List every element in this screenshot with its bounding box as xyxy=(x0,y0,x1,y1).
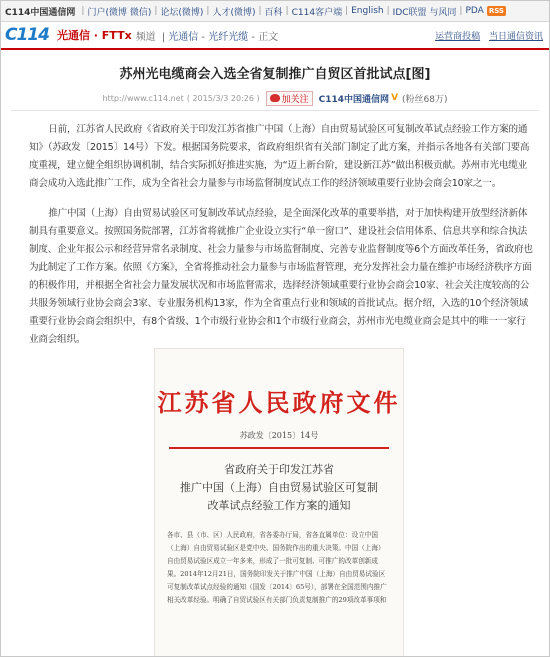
article-meta xyxy=(1,90,549,106)
site-brand-link[interactable]: C114中国通信网 xyxy=(5,7,76,18)
weibo-icon xyxy=(270,94,280,102)
channel-subtitle: 频道 xyxy=(135,31,156,43)
article-date: ( 2015/3/3 20:26 ) xyxy=(186,93,260,103)
document-image xyxy=(154,348,404,657)
document-header: 江苏省人民政府文件 xyxy=(157,388,401,417)
nav-link-english[interactable]: English xyxy=(351,6,384,16)
submit-article-link[interactable]: 运营商投稿 xyxy=(435,32,481,42)
article-paragraph-2: 推广中国（上海）自由贸易试验区可复制改革试点经验，是全面深化改革的重要举措，对于加快构建开放型经济新体制具有重要意义。按照国务院部署，江苏省将就推广企业设立实行“单一窗口”、建设社会信用体系、信息共享和综合执法制度、企业年报公示和经营异常名录制度、社会力量参与市场监督制度、完善专业监督制度等6个方面改革任务，省政府也为此制定了工作方案。依照《方案》，全省将推动社会力量参与市场监督管理，充分发挥社会力量在维护市场经济秩序方面的积极作用，并根据全省社会力量发展状况和市场监督需求，选择经济领域重要行业协会商会10家、社会关注度较高的公共服务领域行业协会商会3家、专业服务机构13家，作为全省重点行业和领域的首批试点。据介绍，入选的10个经济领域重要行业协会商会组织中，有8个省级、1个市级行业协会和1个市级行业商会，苏州市光电缆业商会是其中的唯一一家行业商会组织。 xyxy=(29,208,533,345)
article-url: http://www.c114.net xyxy=(102,93,184,103)
breadcrumb-fiber-cable[interactable]: 光纤光缆 xyxy=(208,31,249,43)
channel-header xyxy=(1,22,549,50)
breadcrumb: | 光通信 - 光纤光缆 - 正文 xyxy=(161,31,279,43)
article-paragraph-1: 日前，江苏省人民政府《省政府关于印发江苏省推广中国（上海）自由贸易试验区可复制改革试点经验工作方案的通知》（苏政发〔2015〕14号）下发。根据国务院要求，省政府组织省有关部门制定了此方案，并指示各地各有关部门要高度重视，建立健全组织协调机制，结合实际抓好推进实施，为“迈上新台阶，建设新江苏”做出积极贡献。苏州市光电缆业商会成功入选此推广工作，成为全省社会力量参与市场监督制度试点工作的经济领域重要行业协会商会10家之一。 xyxy=(29,124,530,189)
nav-link-pda[interactable]: PDA xyxy=(465,6,484,16)
document-title: 省政府关于印发江苏省 推广中国（上海）自由贸易试验区可复制 改革试点经验工作方案的通知 xyxy=(180,463,378,512)
c114-logo[interactable]: C114 xyxy=(5,25,49,45)
nav-link-idc[interactable]: IDC联盟 与风同 xyxy=(392,7,457,18)
meta-divider xyxy=(11,110,539,111)
follow-button[interactable]: 加关注 xyxy=(266,91,313,106)
top-navigation-bar: C114中国通信网 | 门户(微博 微信) | 论坛(微博) | 人才(微博) | 百科 | C114客户端 | English | IDC联盟 与风同 | PDA RSS xyxy=(1,1,549,22)
nav-link-forum[interactable]: 论坛(微博) xyxy=(160,7,204,18)
breadcrumb-current: 正文 xyxy=(258,31,279,43)
document-number: 苏政发〔2015〕14号 xyxy=(239,431,319,440)
daily-news-link[interactable]: 当日通信资讯 xyxy=(488,32,543,42)
nav-link-wiki[interactable]: 百科 xyxy=(264,7,283,18)
weibo-account-name[interactable]: C114中国通信网 xyxy=(318,94,390,105)
breadcrumb-optical[interactable]: 光通信 xyxy=(168,31,199,43)
channel-right-links xyxy=(429,29,543,42)
rss-icon[interactable]: RSS xyxy=(488,7,504,15)
nav-link-client[interactable]: C114客户端 xyxy=(291,7,343,18)
document-red-rule xyxy=(169,447,389,449)
fans-count: (粉丝68万) xyxy=(402,94,448,105)
nav-link-portal[interactable]: 门户(微博 微信) xyxy=(87,7,152,18)
nav-link-jobs[interactable]: 人才(微博) xyxy=(212,7,256,18)
article-body xyxy=(1,121,549,349)
document-body-text: 各市、县（市、区）人民政府，省各委办厅局，省各直属单位：设立中国（上海）自由贸易试验区是党中央、国务院作出的重大决策。中国（上海）自由贸易试验区成立一年多来，形成了一批可复制、可推广的改革创新成果。2014年12月21日，国务院印发关于推广中国（上海）自由贸易试验区可复制改革试点经验的通知（国发〔2014〕65号），部署在全国范围内推广相关改革经验。明确了自贸试验区有关部门负责复制推广的29项改革事项和 xyxy=(167,531,387,604)
article-headline: 苏州光电缆商会入选全省复制推广自贸区首批试点[图] xyxy=(119,67,431,82)
channel-title[interactable]: 光通信 · FTTx xyxy=(56,29,132,42)
verified-badge-icon: V xyxy=(391,93,399,103)
